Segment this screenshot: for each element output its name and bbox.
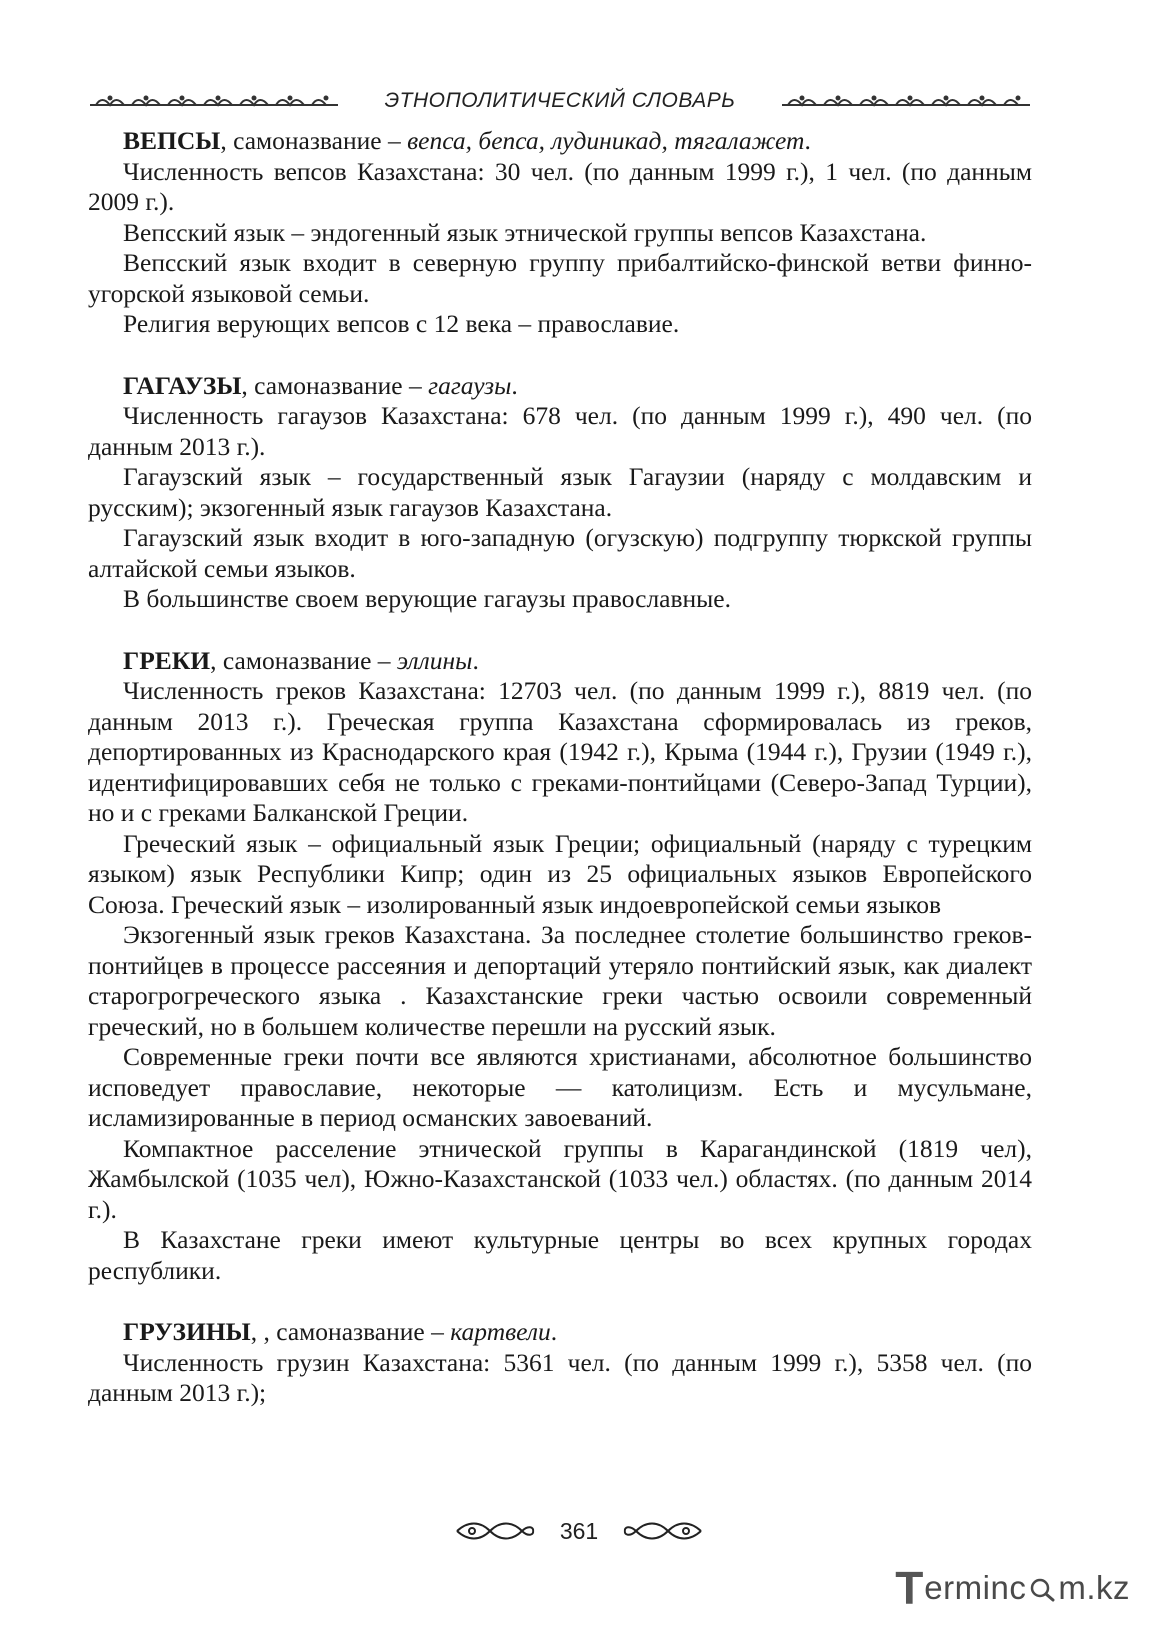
heading-end: .	[472, 645, 479, 675]
paragraph: Экзогенный язык греков Казахстана. За последнее столетие большинство греков-понтийцев в процессе рассеяния и депортаций утеряло понтийский язык, как диалект старогрогреческого языка . Казахстанские греки частью освоили современный греческий, но в большем количестве перешли на русский язык.	[88, 920, 1032, 1041]
entry-gagauzy	[88, 371, 1032, 615]
left-ornament-icon	[88, 90, 340, 112]
watermark-text: erminc	[924, 1569, 1027, 1606]
watermark-logo	[895, 1562, 1130, 1614]
self-name: эллины	[396, 645, 473, 675]
paragraph: Численность греков Казахстана: 12703 чел. (по данным 1999 г.), 8819 чел. (по данным 2013 г.). Греческая группа Казахстана сформировалась из греков, депортированных из Краснодарского края (1942 г.), Крыма (1944 г.), Грузии (1949 г.), идентифицировавших себя не только с греками-понтийцами (Северо-Запад Турции), но и с греками Балканской Греции.	[88, 676, 1032, 827]
self-name: гагаузы	[428, 370, 512, 400]
right-ornament-icon	[780, 90, 1032, 112]
heading-text: , самоназвание –	[220, 126, 408, 155]
entry-heading	[88, 646, 1032, 677]
self-name: вепса, бепса, лудиникад, тягалажет	[407, 126, 805, 155]
paragraph: Гагаузский язык – государственный язык Гагаузии (наряду с молдавским и русским); экзогенный язык гагаузов Казахстана.	[88, 462, 1032, 522]
left-swirl-icon	[454, 1519, 536, 1543]
entry-heading	[88, 371, 1032, 402]
heading-end: .	[550, 1317, 558, 1346]
paragraph: Численность грузин Казахстана: 5361 чел. (по данным 1999 г.), 5358 чел. (по данным 2013 г.);	[88, 1347, 1032, 1407]
entry-vepsy	[88, 126, 1032, 340]
entry-term: ГРЕКИ	[123, 645, 211, 675]
page-number: 361	[559, 1517, 599, 1544]
entry-term: ГРУЗИНЫ	[123, 1317, 251, 1346]
heading-end: .	[511, 370, 518, 400]
heading-text: , , самоназвание –	[250, 1317, 451, 1346]
running-header	[88, 84, 1032, 118]
paragraph: Численность вепсов Казахстана: 30 чел. (по данным 1999 г.), 1 чел. (по данным 2009 г.).	[88, 156, 1032, 216]
paragraph: В большинстве своем верующие гагаузы православные.	[123, 584, 732, 613]
heading-text: , самоназвание –	[210, 645, 397, 675]
entry-heading	[88, 1317, 1032, 1348]
watermark-domain: m.kz	[1058, 1569, 1130, 1606]
right-swirl-icon	[622, 1519, 704, 1543]
paragraph: В Казахстане греки имеют культурные центры во всех крупных городах республики.	[88, 1225, 1032, 1285]
page-footer	[0, 1514, 1158, 1548]
self-name: картвели	[450, 1317, 551, 1346]
entry-gruziny	[88, 1317, 1032, 1409]
paragraph: Современные греки почти все являются христианами, абсолютное большинство исповедует православие, некоторые — католицизм. Есть и мусульмане, исламизированные в период османских завоеваний.	[88, 1042, 1032, 1132]
paragraph: Гагаузский язык входит в юго-западную (огузскую) подгруппу тюркской группы алтайской семьи языков.	[88, 523, 1032, 583]
entry-heading	[88, 126, 1032, 157]
entry-term: ВЕПСЫ	[123, 126, 221, 155]
heading-end: .	[804, 126, 811, 155]
dictionary-content	[88, 126, 1032, 1440]
heading-text: , самоназвание –	[241, 370, 429, 400]
magnifier-icon	[1027, 1573, 1057, 1603]
watermark-letter: T	[895, 1562, 924, 1614]
paragraph: Компактное расселение этнической группы в Карагандинской (1819 чел), Жамбылской (1035 чел), Южно-Казахстанской (1033 чел.) областях. (по данным 2014 г.).	[88, 1133, 1032, 1224]
paragraph: Греческий язык – официальный язык Греции; официальный (наряду с турецким языком) язык Республики Кипр; один из 25 официальных языков Европейского Союза. Греческий язык – изолированный язык индоевропейской семьи языков	[88, 828, 1032, 919]
paragraph: Вепсский язык входит в северную группу прибалтийско-финской ветви финно-угорской языковой семьи.	[88, 248, 1032, 308]
entry-greki	[88, 646, 1032, 1287]
paragraph: Вепсский язык – эндогенный язык этнической группы вепсов Казахстана.	[123, 217, 927, 247]
paragraph: Численность гагаузов Казахстана: 678 чел. (по данным 1999 г.), 490 чел. (по данным 2013 г.).	[88, 401, 1032, 461]
header-title: ЭТНОПОЛИТИЧЕСКИЙ СЛОВАРЬ	[384, 89, 736, 112]
entry-term: ГАГАУЗЫ	[123, 370, 242, 400]
paragraph: Религия верующих вепсов с 12 века – православие.	[123, 309, 680, 338]
